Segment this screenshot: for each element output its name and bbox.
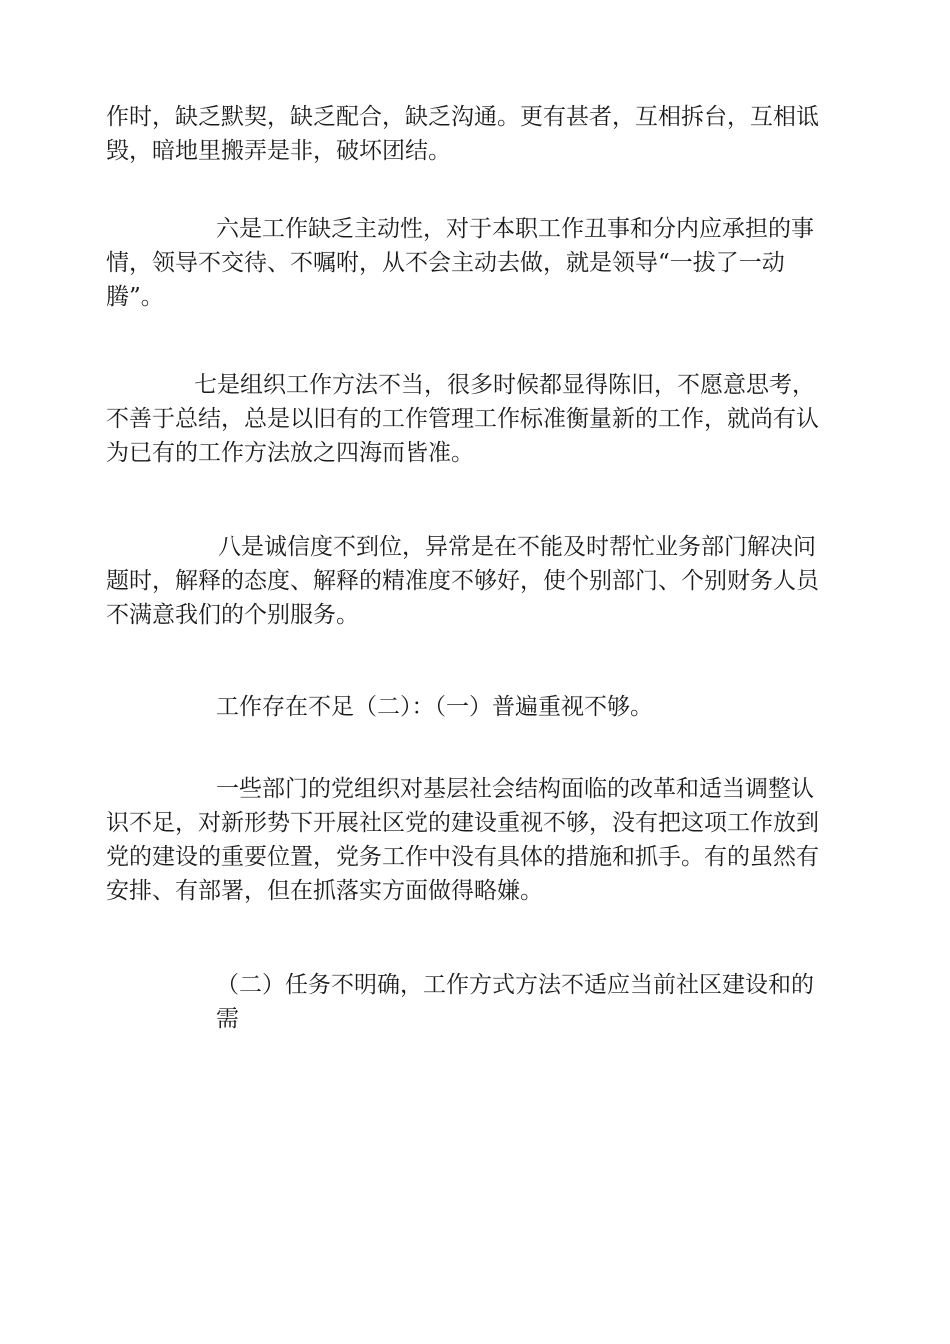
- paragraph-line: 情，领导不交待、不嘱咐，从不会主动去做，就是领导“一拔了一动: [106, 250, 785, 276]
- paragraph-line: 识不足，对新形势下开展社区党的建设重视不够，没有把这项工作放到: [106, 810, 819, 836]
- paragraph-line: 不善于总结，总是以旧有的工作管理工作标准衡量新的工作，就尚有认: [106, 406, 819, 432]
- paragraph-line: 不满意我们的个别服务。: [106, 602, 359, 628]
- paragraph-task-unclear: [216, 968, 846, 1036]
- heading-line: 工作存在不足（二）：（一）普遍重视不够。: [216, 694, 653, 720]
- paragraph-line: 一些部门的党组织对基层社会结构面临的改革和适当调整认: [216, 776, 814, 802]
- paragraph-line: 毁，暗地里搬弄是非，破坏团结。: [106, 138, 451, 164]
- paragraph-line: 为已有的工作方法放之四海而皆准。: [106, 440, 474, 466]
- paragraph-line: 党的建设的重要位置，党务工作中没有具体的措施和抓手。有的虽然有: [106, 844, 819, 870]
- paragraph-line: 需: [216, 1006, 239, 1032]
- paragraph-line: 七是组织工作方法不当，很多时候都显得陈旧，不愿意思考，: [194, 372, 815, 398]
- paragraph-line: （二）任务不明确，工作方式方法不适应当前社区建设和的: [216, 972, 814, 998]
- paragraph-teamwork: [106, 100, 846, 168]
- paragraph-party-organization: [106, 772, 846, 908]
- paragraph-eight: [106, 530, 846, 632]
- paragraph-line: 八是诚信度不到位，异常是在不能及时帮忙业务部门解决问: [218, 534, 816, 560]
- paragraph-seven: [106, 368, 846, 470]
- section-heading: [216, 690, 846, 724]
- paragraph-line: 题时，解释的态度、解释的精准度不够好，使个别部门、个别财务人员: [106, 568, 819, 594]
- paragraph-six: [106, 212, 846, 314]
- paragraph-line: 腾”。: [106, 284, 164, 310]
- paragraph-line: 安排、有部署，但在抓落实方面做得略嫌。: [106, 878, 543, 904]
- paragraph-line: 六是工作缺乏主动性，对于本职工作丑事和分内应承担的事: [216, 216, 814, 242]
- paragraph-line: 作时，缺乏默契，缺乏配合，缺乏沟通。更有甚者，互相拆台，互相诋: [106, 104, 819, 130]
